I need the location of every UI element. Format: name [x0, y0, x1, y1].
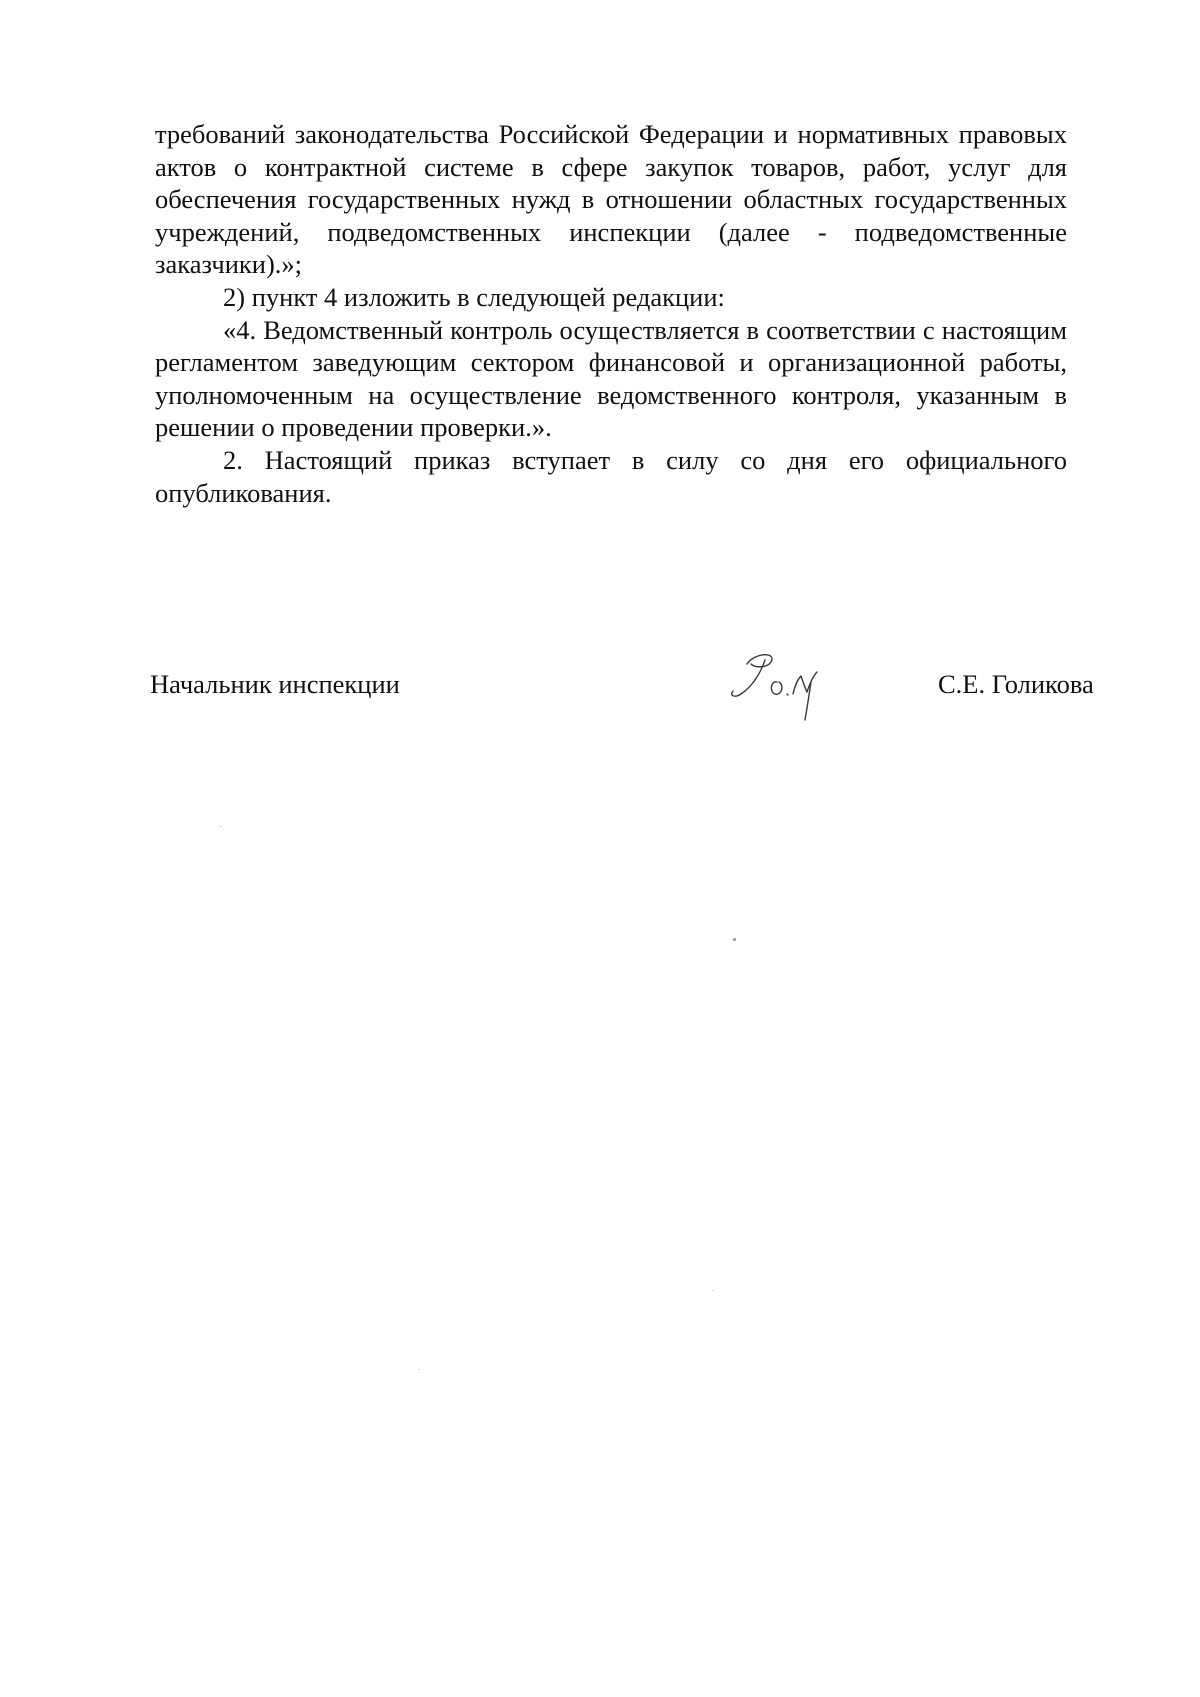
signer-position: Начальник инспекции [150, 669, 400, 699]
scan-speck [418, 1369, 420, 1370]
document-body [155, 118, 1067, 509]
paragraph-point-4: «4. Ведомственный контроль осуществляется в соответствии с настоящим регламентом заведующим сектором финансовой и организационной работы, уполномоченным на осуществление ведомственного контроля, указанным в решении о проведении проверки.». [155, 314, 1067, 443]
paragraph-continuation: требований законодательства Российской Федерации и нормативных правовых актов о контрактной системе в сфере закупок товаров, работ, услуг для обеспечения государственных нужд в отношении областных государственных учреждений, подведомственных инспекции (далее - подведомственные заказчики).»; [155, 119, 1067, 280]
scan-speck [733, 938, 736, 941]
scan-speck [220, 826, 222, 827]
paragraph-effective-date: 2. Настоящий приказ вступает в силу со дня его официального опубликования. [155, 444, 1067, 508]
signature-block [0, 668, 1200, 748]
scan-speck [712, 1290, 714, 1291]
signer-name: С.Е. Голикова [938, 669, 1094, 699]
handwritten-signature [725, 646, 825, 722]
paragraph-item-2: 2) пункт 4 изложить в следующей редакции: [223, 281, 725, 312]
